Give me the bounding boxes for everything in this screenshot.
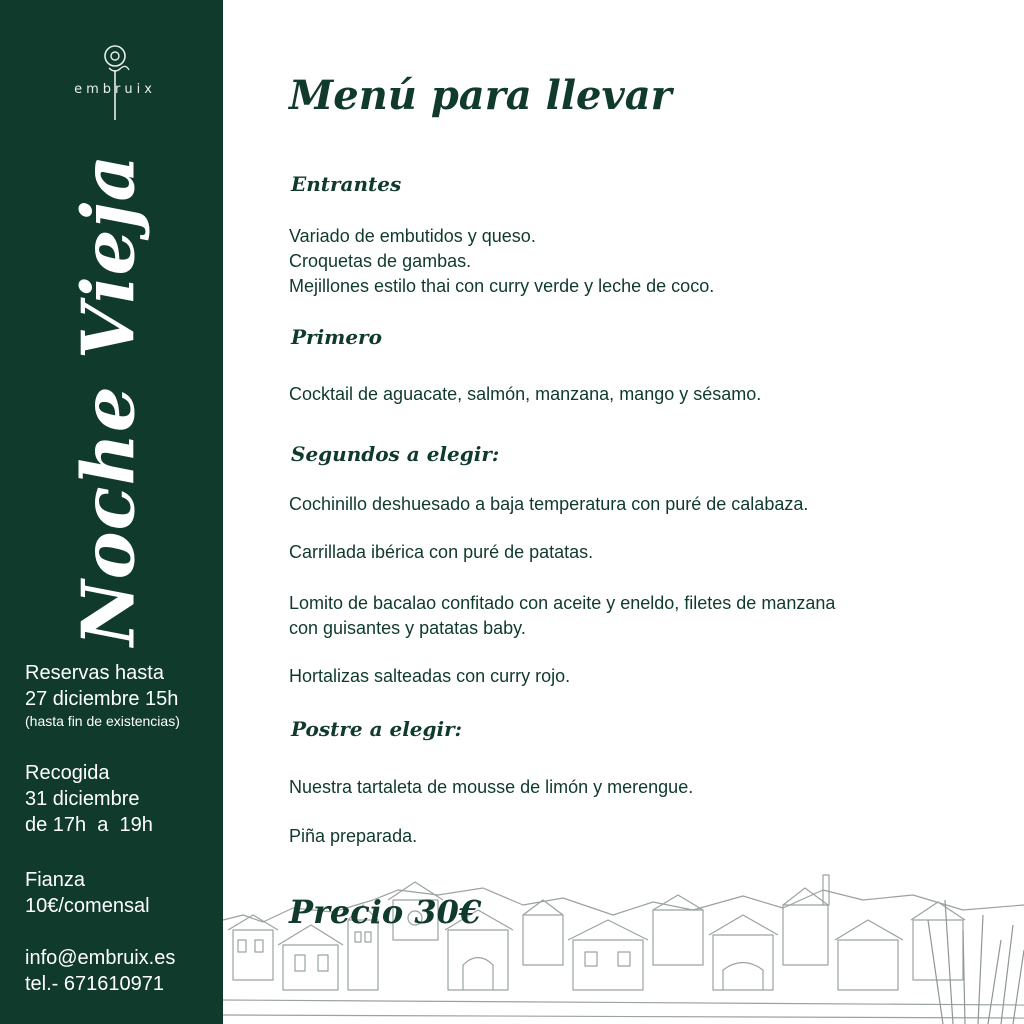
recogida-time: de 17h a 19h [25, 814, 153, 836]
contact-info [25, 945, 175, 997]
reservas-label: Reservas hasta [25, 662, 164, 684]
recogida-info [25, 760, 153, 838]
menu-item-line: Mejillones estilo thai con curry verde y leche de coco. [289, 276, 715, 296]
menu-item-line: Variado de embutidos y queso. [289, 226, 536, 246]
menu-item-line: Lomito de bacalao confitado con aceite y eneldo, filetes de manzana [289, 593, 836, 613]
menu-item [289, 382, 969, 407]
fianza-label: Fianza [25, 869, 86, 891]
section-title-segundos: Segundos a elegir: [291, 442, 500, 466]
section-title-primero: Primero [291, 325, 382, 349]
menu-price: Precio 30€ [289, 893, 482, 931]
menu-item [289, 540, 969, 565]
fianza-info [25, 867, 150, 919]
menu-item [289, 224, 969, 299]
recogida-date: 31 diciembre [25, 788, 140, 810]
menu-item-line: Nuestra tartaleta de mousse de limón y merengue. [289, 777, 694, 797]
section-title-entrantes: Entrantes [291, 172, 402, 196]
contact-phone[interactable]: tel.- 671610971 [25, 973, 165, 995]
menu-item-line: Cocktail de aguacate, salmón, manzana, mango y sésamo. [289, 384, 762, 404]
menu-title: Menú para llevar [289, 72, 672, 119]
menu-item-line: Hortalizas salteadas con curry rojo. [289, 666, 571, 686]
menu-item-line: con guisantes y patatas baby. [289, 618, 526, 638]
menu-item-line: Piña preparada. [289, 826, 418, 846]
reservas-note: (hasta fin de existencias) [25, 713, 180, 729]
logo-text: embruix [74, 82, 156, 97]
menu-panel [223, 0, 1024, 1024]
recogida-label: Recogida [25, 762, 110, 784]
embruix-logo [40, 40, 190, 125]
menu-item [289, 664, 969, 689]
menu-item-line: Carrillada ibérica con puré de patatas. [289, 542, 594, 562]
menu-item [289, 591, 969, 641]
section-title-postre: Postre a elegir: [291, 717, 463, 741]
sidebar [0, 0, 223, 1024]
fianza-amount: 10€/comensal [25, 895, 150, 917]
contact-email[interactable]: info@embruix.es [25, 947, 176, 969]
reservas-date: 27 diciembre 15h [25, 688, 179, 710]
menu-item [289, 775, 969, 800]
town-sketch-illustration [223, 860, 1024, 1024]
reservas-info [25, 660, 180, 730]
menu-item [289, 824, 969, 849]
menu-item [289, 492, 969, 517]
menu-item-line: Croquetas de gambas. [289, 251, 472, 271]
menu-item-line: Cochinillo deshuesado a baja temperatura con puré de calabaza. [289, 494, 809, 514]
event-title: Noche Vieja [65, 153, 151, 647]
